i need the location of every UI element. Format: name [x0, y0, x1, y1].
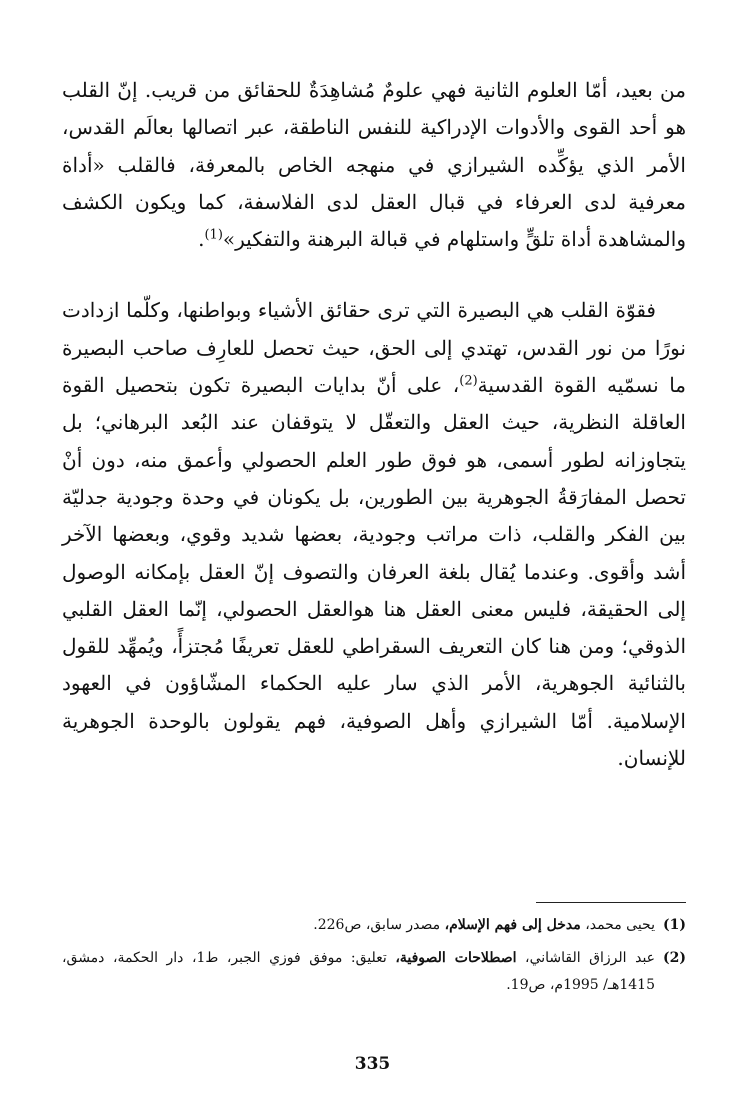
paragraph-2 [62, 292, 686, 777]
footnote-author: عبد الرزاق القاشاني، [525, 950, 656, 966]
paragraph-1 [62, 72, 686, 258]
paragraph-2-text-after: ، على أنّ بدايات البصيرة تكون بتحصيل القوة العاقلة النظرية، حيث العقل والتعقّل لا يتوقفان عند البُعد البرهاني؛ بل يتجاوزانه لطور أسمى، هو فوق طور العلم الحصولي وأعمق منه، دون أنْ تحصل المفارَقةُ الجوهرية بين الطورين، بل يكونان في وحدة وجودية جدليّة بين الفكر والقلب، ذات مراتب وجودية، بعضها شديد وقوي، وبعضها الآخر أشد وأقوى. وعندما يُقال بلغة العرفان والتصوف إنّ العقل بإمكانه الوصول إلى الحقيقة، فليس معنى العقل هنا هوالعقل الحصولي، إنّما العقل القلبي الذوقي؛ ومن هنا كان التعريف السقراطي للعقل تعريفًا مُجتزأً، ويُمهِّد للقول بالثنائية الجوهرية، الأمر الذي سار عليه الحكماء المشّاؤون في العهود الإسلامية. أمّا الشيرازي وأهل الصوفية، فهم يقولون بالوحدة الجوهرية للإنسان. [62, 373, 686, 771]
footnote-2 [62, 945, 686, 999]
footnote-title: مدخل إلى فهم الإسلام، [444, 917, 581, 933]
footnote-title: اصطلاحات الصوفية، [395, 950, 517, 966]
main-text [62, 72, 686, 777]
paragraph-2-text-before: فقوّة القلب هي البصيرة التي ترى حقائق الأشياء وبواطنها، وكلّما ازدادت نورًا من نور القدس، تهتدي إلى الحق، حيث تحصل للعارِف صاحب البصيرة ما نسمّيه القوة القدسية [62, 298, 687, 398]
footnote-ref-1: (1) [204, 227, 223, 243]
footnote-number: (2) [663, 950, 686, 966]
page-number: 335 [354, 1054, 391, 1074]
footnote-text [62, 912, 655, 939]
footnote-1 [62, 912, 686, 939]
footnote-details: مصدر سابق، ص226. [313, 917, 441, 933]
footnote-author: يحيى محمد، [585, 917, 655, 933]
footnote-details: تعليق: موفق فوزي الجبر، ط1، دار الحكمة، دمشق، 1415هـ/ 1995م، ص19. [62, 950, 655, 993]
footnotes [62, 912, 686, 1005]
paragraph-1-end: . [198, 227, 205, 252]
footnote-number: (1) [663, 917, 686, 933]
paragraph-1-text: من بعيد، أمّا العلوم الثانية فهي علومٌ مُشاهِدَةٌ للحقائق من قريب. إنّ القلب هو أحد القوى والأدوات الإدراكية للنفس الناطقة، عبر اتصالها بعالَم القدس، الأمر الذي يؤكِّده الشيرازي في منهجه الخاص بالمعرفة، فالقلب «أداة معرفية لدى العرفاء في قبال العقل لدى الفلاسفة، كما ويكون الكشف والمشاهدة أداة تلقٍّ واستلهام في قبالة البرهنة والتفكير» [62, 78, 686, 252]
footnote-ref-2: (2) [459, 373, 478, 389]
footnote-divider [536, 902, 686, 903]
footnote-text [62, 945, 655, 999]
